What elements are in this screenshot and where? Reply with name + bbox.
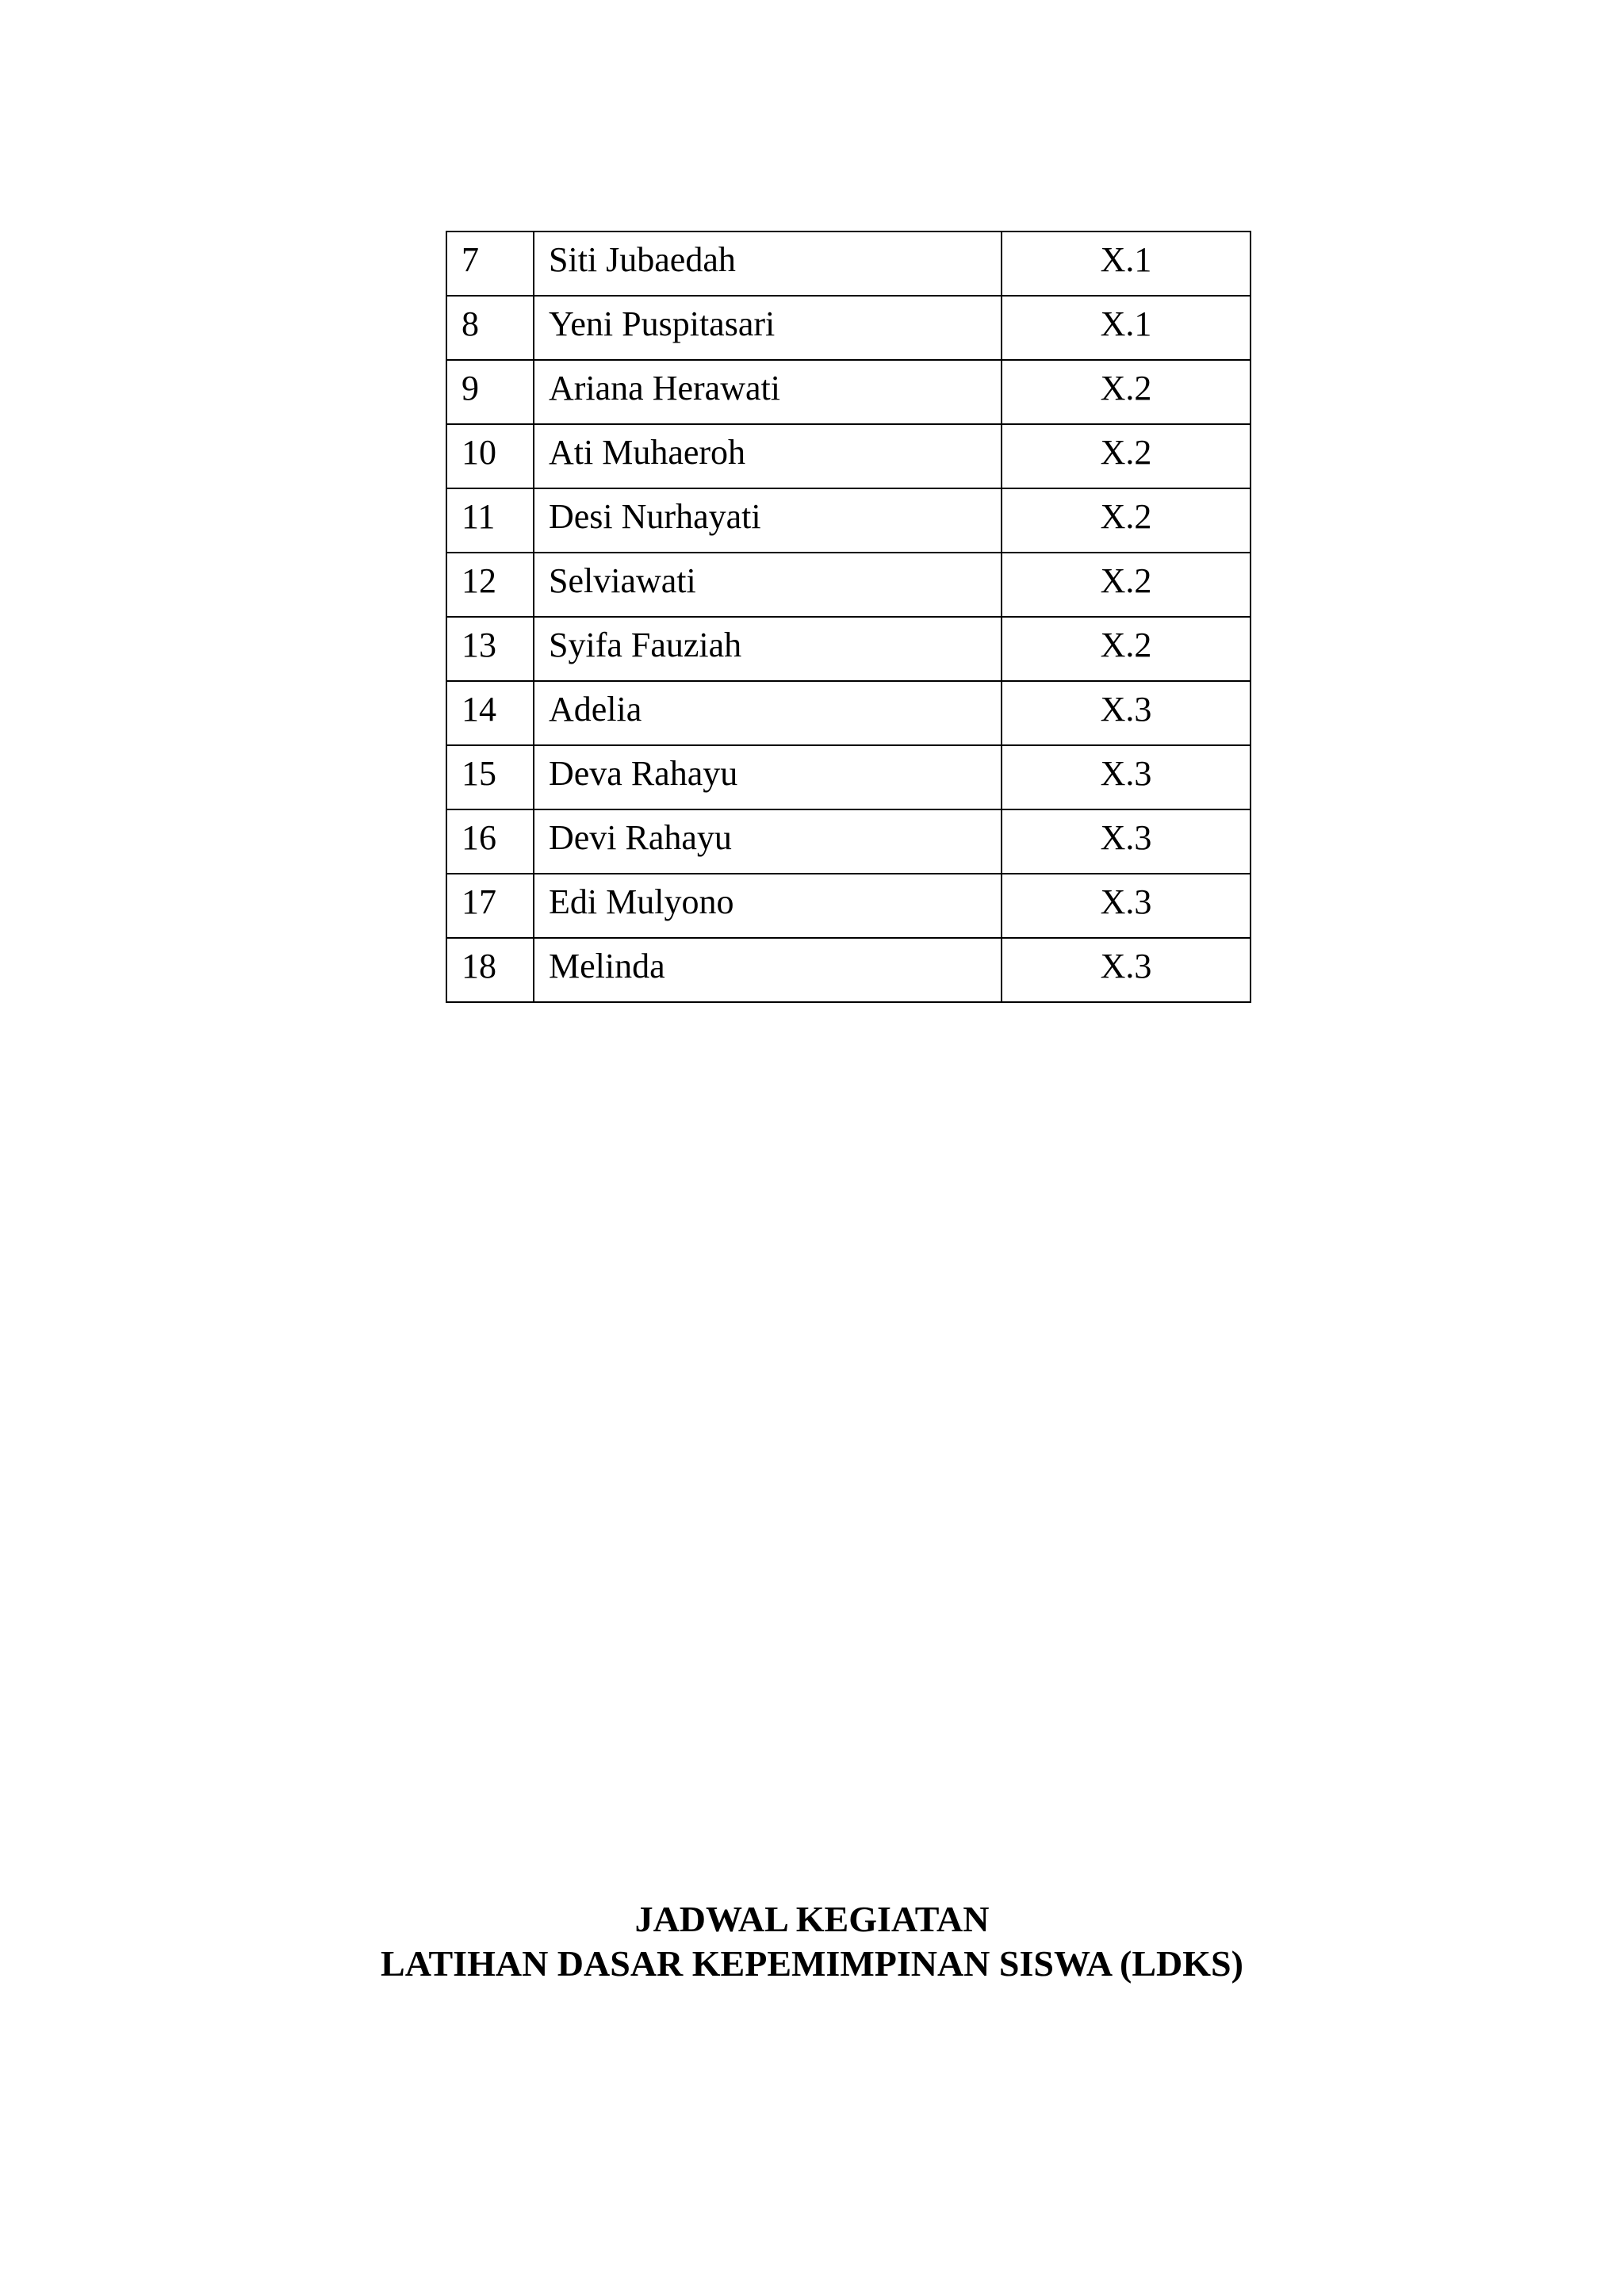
participant-name: Ariana Herawati <box>534 360 1002 424</box>
class-label: X.2 <box>1002 488 1251 553</box>
participant-name: Siti Jubaedah <box>534 232 1002 296</box>
participant-name: Adelia <box>534 681 1002 745</box>
table-row <box>446 617 1251 681</box>
row-number: 8 <box>446 296 534 360</box>
row-number: 7 <box>446 232 534 296</box>
participant-name: Melinda <box>534 938 1002 1002</box>
row-number: 17 <box>446 874 534 938</box>
table-row <box>446 681 1251 745</box>
participant-name: Ati Muhaeroh <box>534 424 1002 488</box>
table-row <box>446 938 1251 1002</box>
participant-name: Syifa Fauziah <box>534 617 1002 681</box>
row-number: 12 <box>446 553 534 617</box>
row-number: 10 <box>446 424 534 488</box>
table-row <box>446 360 1251 424</box>
class-label: X.2 <box>1002 617 1251 681</box>
class-label: X.3 <box>1002 681 1251 745</box>
class-label: X.3 <box>1002 938 1251 1002</box>
schedule-heading: JADWAL KEGIATAN <box>634 1899 990 1939</box>
table-row <box>446 809 1251 874</box>
row-number: 14 <box>446 681 534 745</box>
table-row <box>446 745 1251 809</box>
participant-name: Devi Rahayu <box>534 809 1002 874</box>
class-label: X.2 <box>1002 360 1251 424</box>
table-row <box>446 553 1251 617</box>
participant-table <box>446 231 1251 1003</box>
class-label: X.1 <box>1002 296 1251 360</box>
schedule-subheading: LATIHAN DASAR KEPEMIMPINAN SISWA (LDKS) <box>381 1943 1243 1984</box>
table-row <box>446 488 1251 553</box>
participant-name: Selviawati <box>534 553 1002 617</box>
class-label: X.3 <box>1002 874 1251 938</box>
class-label: X.2 <box>1002 424 1251 488</box>
participant-name: Yeni Puspitasari <box>534 296 1002 360</box>
row-number: 18 <box>446 938 534 1002</box>
class-label: X.3 <box>1002 745 1251 809</box>
participant-name: Edi Mulyono <box>534 874 1002 938</box>
participant-name: Desi Nurhayati <box>534 488 1002 553</box>
class-label: X.2 <box>1002 553 1251 617</box>
row-number: 16 <box>446 809 534 874</box>
table-row <box>446 424 1251 488</box>
table-row <box>446 874 1251 938</box>
participant-name: Deva Rahayu <box>534 745 1002 809</box>
class-label: X.1 <box>1002 232 1251 296</box>
row-number: 13 <box>446 617 534 681</box>
table-row <box>446 232 1251 296</box>
row-number: 15 <box>446 745 534 809</box>
row-number: 11 <box>446 488 534 553</box>
row-number: 9 <box>446 360 534 424</box>
table-row <box>446 296 1251 360</box>
class-label: X.3 <box>1002 809 1251 874</box>
